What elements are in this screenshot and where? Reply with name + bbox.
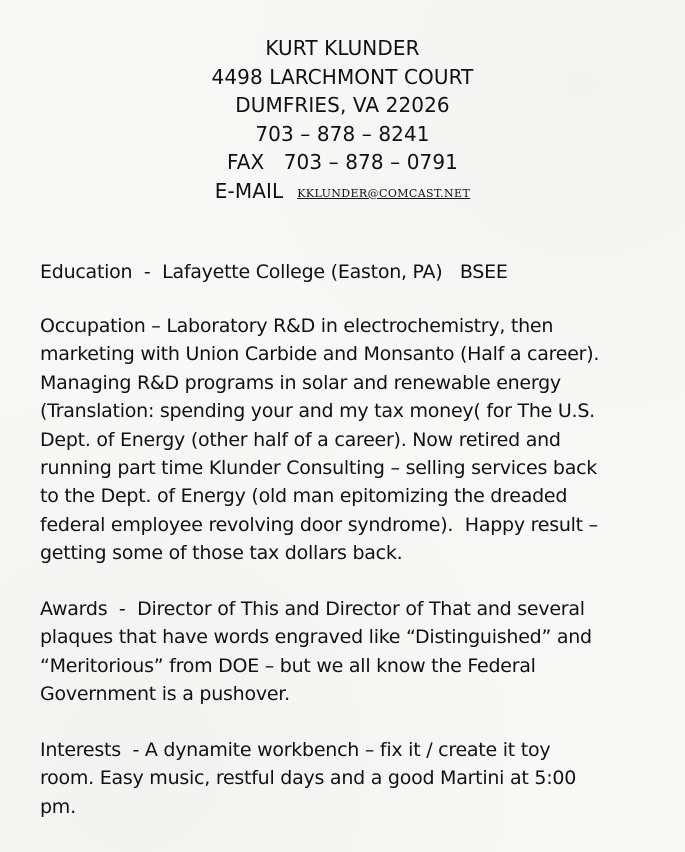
email-address-link[interactable]: KKLUNDER@COMCAST.NET <box>297 186 471 200</box>
interests-line: Interests - A dynamite workbench – fix it / create it toy <box>40 739 551 761</box>
contact-name: KURT KLUNDER <box>265 36 420 60</box>
awards-line: plaques that have words engraved like “Distinguished” and <box>40 626 592 649</box>
email-label: E-MAIL <box>214 178 284 203</box>
occupation-line: getting some of those tax dollars back. <box>40 542 403 565</box>
interests-line: room. Easy music, restful days and a good Martini at 5:00 <box>40 767 577 790</box>
occupation-line: Dept. of Energy (other half of a career). Now retired and <box>40 428 561 451</box>
occupation-line: running part time Klunder Consulting – selling services back <box>40 457 598 480</box>
contact-email-line <box>0 177 685 210</box>
awards-line: Government is a pushover. <box>40 683 290 706</box>
contact-street: 4498 LARCHMONT COURT <box>211 64 474 89</box>
contact-city: DUMFRIES, VA 22026 <box>235 93 450 117</box>
contact-phone: 703 – 878 – 8241 <box>255 121 430 146</box>
awards-section <box>40 595 660 709</box>
interests-line: pm. <box>40 795 76 818</box>
contact-header <box>0 34 685 209</box>
occupation-line: marketing with Union Carbide and Monsanto (Half a career). <box>40 343 600 366</box>
awards-line: “Meritorious” from DOE – but we all know the Federal <box>40 654 536 677</box>
occupation-line: (Translation: spending your and my tax money( for The U.S. <box>40 400 595 423</box>
occupation-line: federal employee revolving door syndrome). Happy result – <box>40 513 598 536</box>
occupation-section <box>40 312 660 568</box>
awards-line: Awards - Director of This and Director of That and several <box>40 598 585 620</box>
education-section <box>40 258 660 286</box>
contact-fax: FAX 703 – 878 – 0791 <box>227 150 458 174</box>
interests-section <box>40 736 660 821</box>
occupation-line: to the Dept. of Energy (old man epitomizing the dreaded <box>40 485 568 508</box>
education-line: Education - Lafayette College (Easton, PA) BSEE <box>40 261 508 283</box>
occupation-line: Occupation – Laboratory R&D in electrochemistry, then <box>40 315 554 337</box>
occupation-line: Managing R&D programs in solar and renewable energy <box>40 371 561 394</box>
